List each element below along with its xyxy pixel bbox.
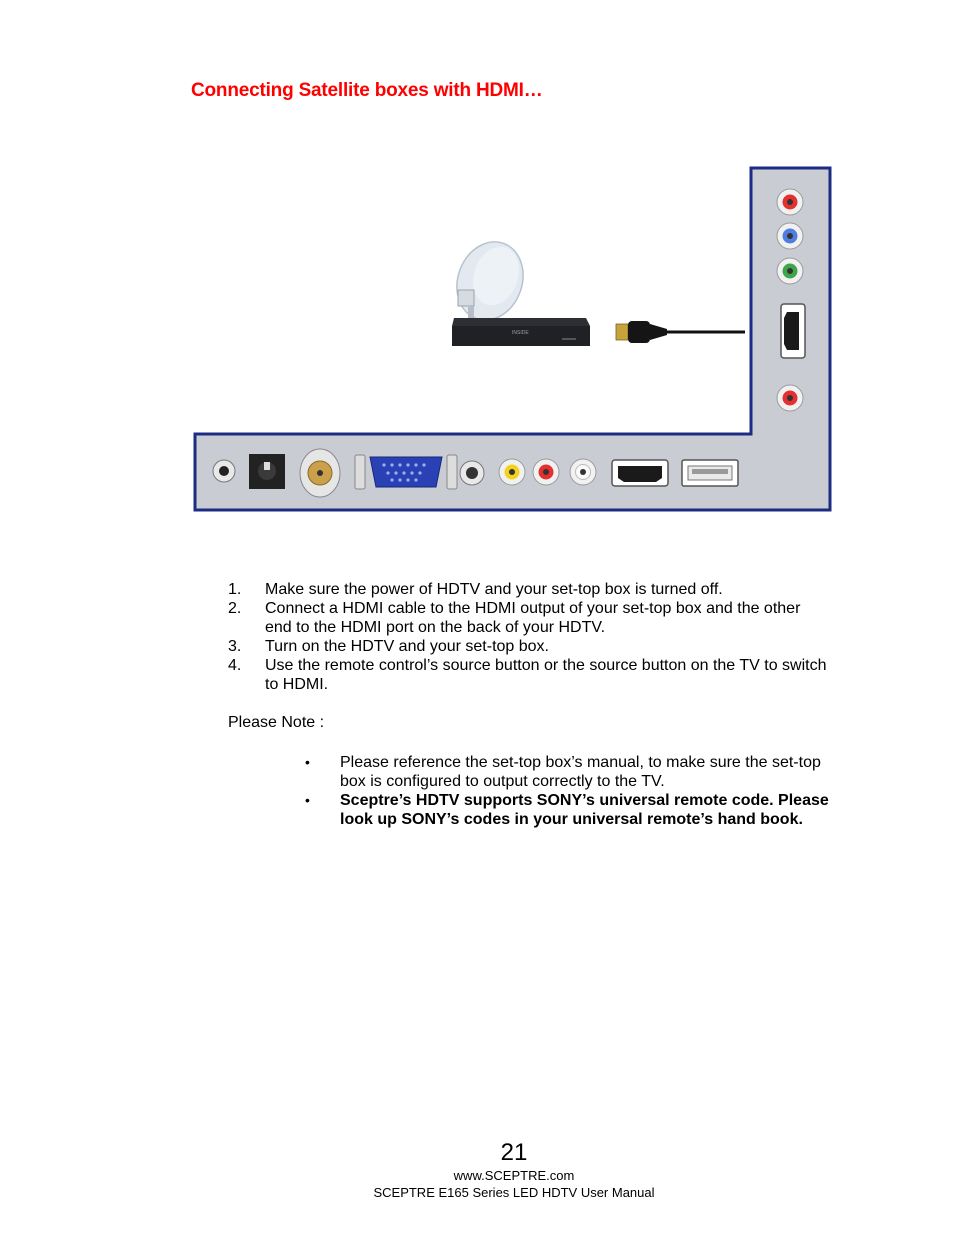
satellite-dish-icon <box>446 232 534 329</box>
pc-audio-jack-icon <box>460 461 484 485</box>
step-number: 4. <box>228 657 242 674</box>
set-top-box-label: INSIDE <box>512 330 529 336</box>
set-top-box-icon <box>452 318 590 346</box>
instruction-steps <box>228 580 828 694</box>
rca-yellow-video-icon <box>499 459 525 485</box>
hdmi-cable-icon <box>616 321 745 343</box>
coaxial-rf-input-icon <box>300 449 340 497</box>
hdmi-port-side-icon <box>781 304 805 358</box>
rca-white-audio-icon <box>570 459 596 485</box>
step-text: Make sure the power of HDTV and your set-top box is turned off. <box>265 581 723 598</box>
note-label: Please Note : <box>228 714 325 731</box>
rca-green-input-icon <box>777 258 803 284</box>
step-text: Connect a HDMI cable to the HDMI output of your set-top box and the other end to the HDMI port on the back of your HDTV. <box>265 600 801 636</box>
footer-manual-title: SCEPTRE E165 Series LED HDTV User Manual <box>373 1185 655 1200</box>
headphone-jack-icon <box>213 460 235 482</box>
dc-power-jack-icon <box>249 454 285 489</box>
list-item <box>303 791 835 829</box>
step-number: 3. <box>228 638 242 655</box>
footer-website: www.SCEPTRE.com <box>453 1168 575 1183</box>
step-text: Use the remote control’s source button or the source button on the TV to switch to HDMI. <box>265 657 827 693</box>
section-heading: Connecting Satellite boxes with HDMI… <box>191 80 543 101</box>
rca-blue-input-icon <box>777 223 803 249</box>
rca-red-audio-icon <box>777 385 803 411</box>
list-item <box>303 753 835 791</box>
step-text: Turn on the HDTV and your set-top box. <box>265 638 549 655</box>
step-number: 2. <box>228 600 242 617</box>
step-number: 1. <box>228 581 242 598</box>
bullet-icon: • <box>305 754 310 770</box>
rca-red-audio-bottom-icon <box>533 459 559 485</box>
page-number: 21 <box>500 1139 528 1166</box>
connection-diagram <box>192 164 834 516</box>
list-item <box>228 599 828 637</box>
bullet-text: Sceptre’s HDTV supports SONY’s universal remote code. Please look up SONY’s codes in your universal remote’s hand book. <box>340 792 829 828</box>
list-item <box>228 637 828 656</box>
list-item <box>228 580 828 599</box>
hdmi-port-bottom-icon <box>612 460 668 486</box>
rca-red-input-icon <box>777 189 803 215</box>
note-bullets <box>303 753 835 829</box>
usb-port-icon <box>682 460 738 486</box>
bullet-icon: • <box>305 792 310 808</box>
list-item <box>228 656 828 694</box>
bullet-text: Please reference the set-top box’s manual, to make sure the set-top box is configured to output correctly to the TV. <box>340 754 821 790</box>
